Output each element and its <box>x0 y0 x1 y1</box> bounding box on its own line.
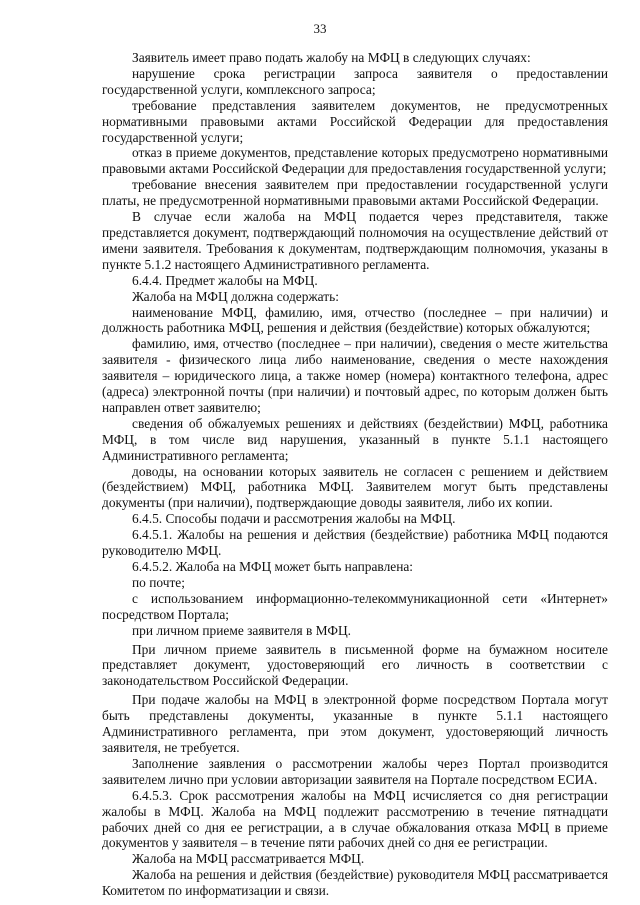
list-item: при личном приеме заявителя в МФЦ. <box>132 622 351 638</box>
paragraph: Жалоба на решения и действия (бездействие) руководителя МФЦ рассматривается Комитетом по информатизации и связи. <box>102 867 608 899</box>
document-body <box>102 50 608 899</box>
paragraph: Заполнение заявления о рассмотрении жалобы через Портал производится заявителем лично при условии авторизации заявителя на Портале посредством ЕСИА. <box>102 755 608 787</box>
paragraph: 6.4.5.1. Жалобы на решения и действия (бездействие) работника МФЦ подаются руководителю МФЦ. <box>102 527 608 559</box>
paragraph: доводы, на основании которых заявитель не согласен с решением и действием (бездействием) МФЦ, работника МФЦ. Заявителем могут быть представлены документы (при наличии), подтверждающие доводы заявителя, либо их копии. <box>102 463 608 511</box>
paragraph: сведения об обжалуемых решениях и действиях (бездействии) МФЦ, работника МФЦ, в том числе вид нарушения, указанный в пункте 5.1.1 настоящего Административного регламента; <box>102 415 608 463</box>
paragraph: требование внесения заявителем при предоставлении государственной услуги платы, не предусмотренной нормативными правовыми актами Российской Федерации. <box>102 177 608 209</box>
paragraph: наименование МФЦ, фамилию, имя, отчество (последнее – при наличии) и должность работника МФЦ, решения и действия (бездействие) которых обжалуются; <box>102 304 608 336</box>
paragraph: В случае если жалоба на МФЦ подается через представителя, также представляется документ, подтверждающий полномочия на осуществление действий от имени заявителя. Требования к документам, подтверждающим полномочия, указаны в пункте 5.1.2 настоящего Административного регламента. <box>102 209 608 272</box>
list-item: по почте; <box>132 574 185 590</box>
paragraph: Жалоба на МФЦ рассматривается МФЦ. <box>132 851 365 867</box>
list-item: с использованием информационно-телекоммуникационной сети «Интернет» посредством Портала; <box>102 590 608 622</box>
paragraph: нарушение срока регистрации запроса заявителя о предоставлении государственной услуги, комплексного запроса; <box>102 65 608 97</box>
paragraph: 6.4.5.2. Жалоба на МФЦ может быть направлена: <box>132 559 414 574</box>
paragraph: 6.4.5.3. Срок рассмотрения жалобы на МФЦ исчисляется со дня регистрации жалобы в МФЦ. Жалоба на МФЦ подлежит рассмотрению в течение пятнадцати рабочих дней со дня ее регистрации, а в случае обжалования отказа МФЦ в приеме документов у заявителя – в течение пяти рабочих дней со дня ее регистрации. <box>102 787 608 851</box>
paragraph: Заявитель имеет право подать жалобу на МФЦ в следующих случаях: <box>132 50 531 65</box>
paragraph: Жалоба на МФЦ должна содержать: <box>132 288 339 304</box>
paragraph: отказ в приеме документов, представление которых предусмотрено нормативными правовыми актами Российской Федерации для предоставления государственной услуги; <box>102 145 608 177</box>
paragraph: требование представления заявителем документов, не предусмотренных нормативными правовыми актами Российской Федерации для предоставления государственной услуги; <box>102 97 608 145</box>
page-number: 33 <box>313 21 327 36</box>
paragraph: При подаче жалобы на МФЦ в электронной форме посредством Портала могут быть представлены документы, указанные в пункте 5.1.1 настоящего Административного регламента, при этом документ, удостоверяющий личность заявителя, не требуется. <box>102 692 608 755</box>
section-heading: 6.4.4. Предмет жалобы на МФЦ. <box>132 272 318 288</box>
paragraph: фамилию, имя, отчество (последнее – при наличии), сведения о месте жительства заявителя - физического лица либо наименование, сведения о месте нахождения заявителя – юридического лица, а также номер (номера) контактного телефона, адрес (адреса) электронной почты (при наличии) и почтовый адрес, по которым должен быть направлен ответ заявителю; <box>102 336 608 415</box>
paragraph: При личном приеме заявитель в письменной форме на бумажном носителе представляет документ, удостоверяющий его личность в соответствии с законодательством Российской Федерации. <box>102 641 608 689</box>
section-heading: 6.4.5. Способы подачи и рассмотрения жалобы на МФЦ. <box>132 511 456 527</box>
